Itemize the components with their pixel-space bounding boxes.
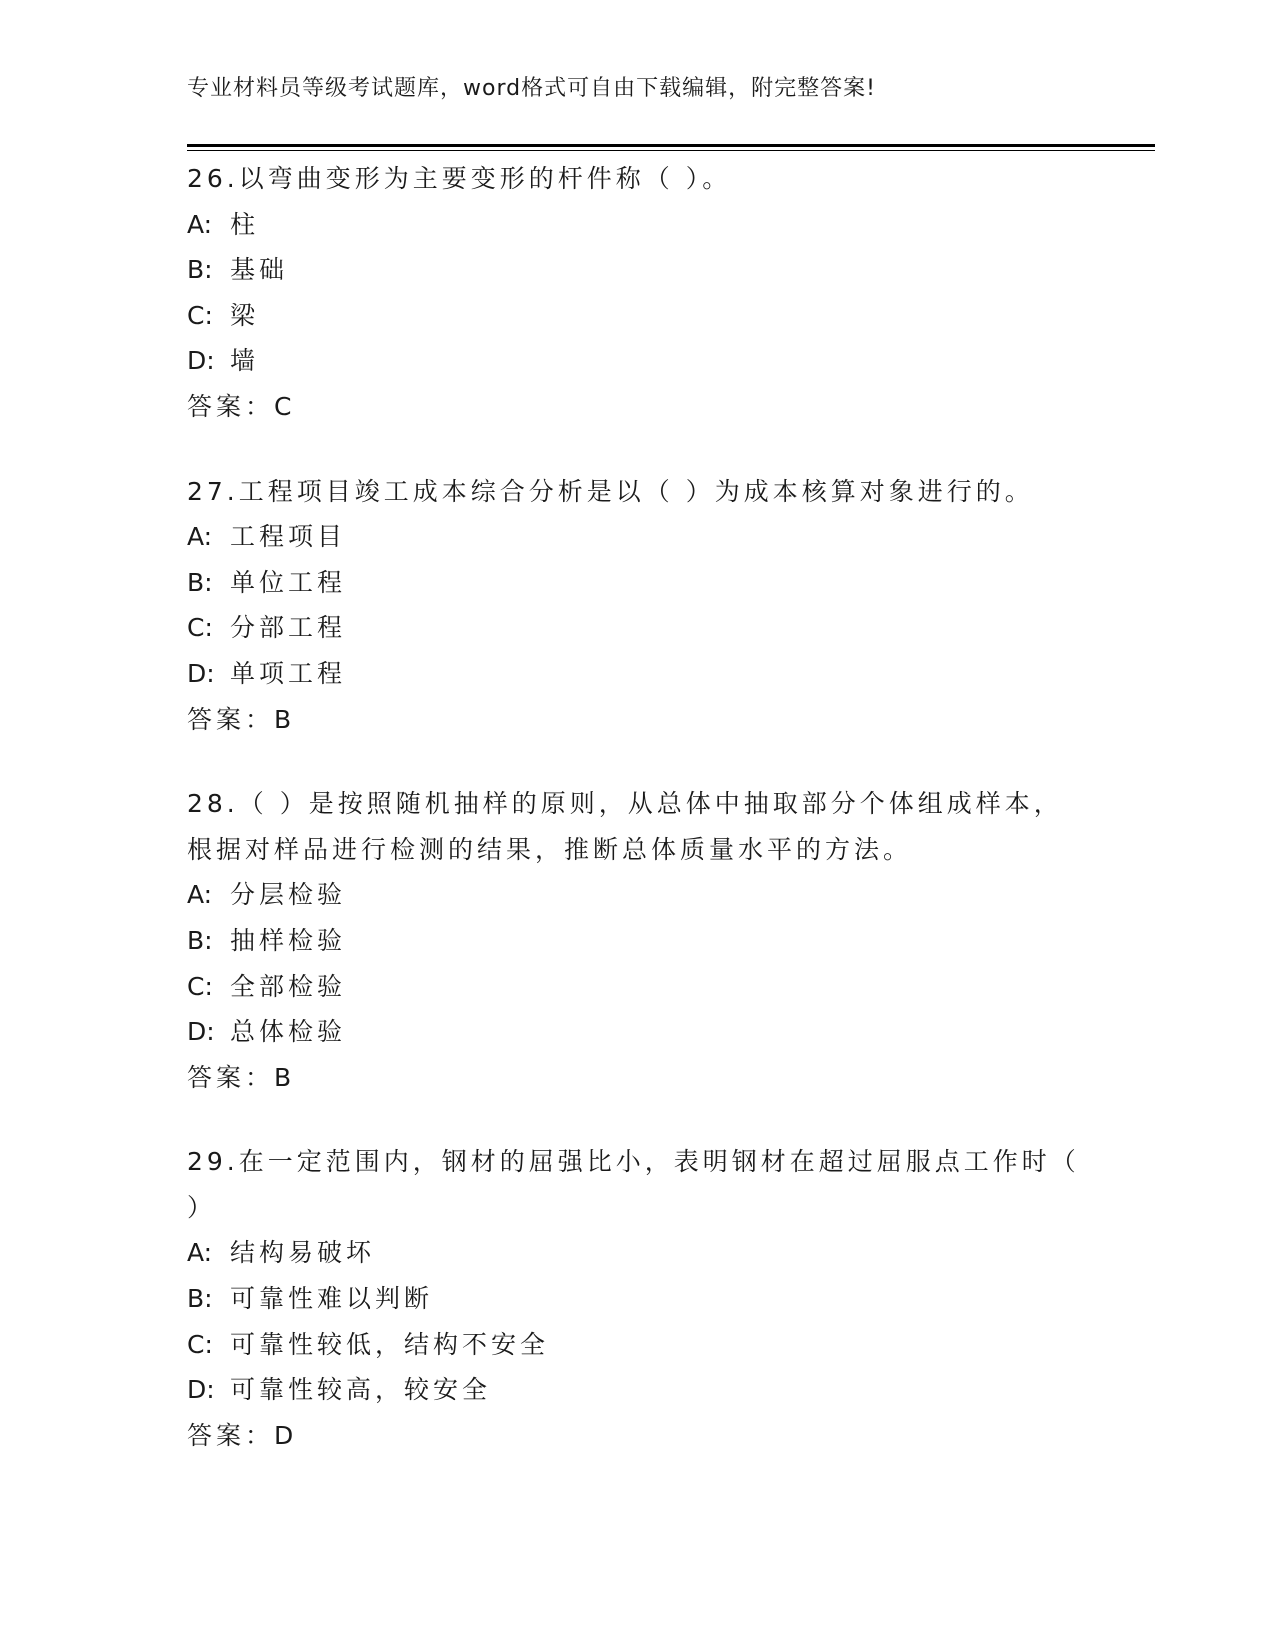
option-a [187,1230,1087,1276]
option-letter: A: [187,522,213,552]
option-text: 分部工程 [230,613,347,643]
option-text: 柱 [230,209,260,239]
option-letter: D: [187,346,215,376]
option-text: 单位工程 [230,567,347,597]
question-stem-line-1: 28.（ ）是按照随机抽样的原则，从总体中抽取部分个体组成样本， [187,789,1063,819]
option-letter: C: [187,971,213,1001]
question-stem: 26.以弯曲变形为主要变形的杆件称（ ）。 [187,164,732,193]
option-c [187,293,1087,339]
option-letter: C: [187,300,213,330]
page-header: 专业材料员等级考试题库，word格式可自由下载编辑，附完整答案! [187,76,876,101]
option-text: 墙 [230,346,260,376]
option-letter: C: [187,1329,213,1359]
option-c [187,1322,1087,1368]
question-29 [187,1139,1087,1458]
option-letter: D: [187,1375,215,1405]
question-stem-line-2: ） [187,1192,217,1222]
option-text: 可靠性较高，较安全 [230,1375,492,1405]
option-text: 分层检验 [230,880,347,910]
question-27 [187,469,1087,743]
option-d [187,1367,1087,1413]
option-letter: A: [187,1238,213,1268]
question-stem: 27.工程项目竣工成本综合分析是以（ ）为成本核算对象进行的。 [187,476,1034,506]
option-text: 结构易破坏 [230,1238,376,1268]
answer-line: 答案：B [187,704,296,734]
option-text: 单项工程 [230,658,347,688]
option-letter: B: [187,567,213,597]
header-rule-thin [187,150,1155,151]
option-text: 可靠性难以判断 [230,1284,434,1314]
option-letter: A: [187,880,213,910]
option-d [187,338,1087,384]
option-a [187,514,1087,560]
option-letter: B: [187,1284,213,1314]
option-letter: C: [187,613,213,643]
option-text: 抽样检验 [230,925,347,955]
option-c [187,605,1087,651]
option-c [187,964,1087,1010]
option-d [187,1009,1087,1055]
option-a [187,202,1087,248]
answer-line: 答案：D [187,1420,298,1450]
question-stem-line-1: 29.在一定范围内，钢材的屈强比小，表明钢材在超过屈服点工作时（ [187,1147,1080,1177]
option-text: 工程项目 [230,522,347,552]
option-letter: A: [187,209,213,239]
option-text: 梁 [230,300,260,330]
option-text: 总体检验 [230,1017,347,1047]
question-28 [187,781,1087,1100]
option-letter: D: [187,1017,215,1047]
option-text: 基础 [230,255,289,285]
option-d [187,651,1087,697]
answer-line: 答案：B [187,1062,296,1092]
header-rule-thick [187,144,1155,147]
option-text: 可靠性较低，结构不安全 [230,1329,550,1359]
option-text: 全部检验 [230,971,347,1001]
question-26 [187,156,1087,430]
option-b [187,918,1087,964]
option-b [187,1276,1087,1322]
question-list [187,156,1087,1497]
option-a [187,872,1087,918]
option-letter: B: [187,255,213,285]
option-b [187,247,1087,293]
option-letter: D: [187,658,215,688]
answer-line: 答案：C [187,391,296,421]
option-b [187,560,1087,606]
question-stem-line-2: 根据对样品进行检测的结果，推断总体质量水平的方法。 [187,834,913,864]
option-letter: B: [187,925,213,955]
